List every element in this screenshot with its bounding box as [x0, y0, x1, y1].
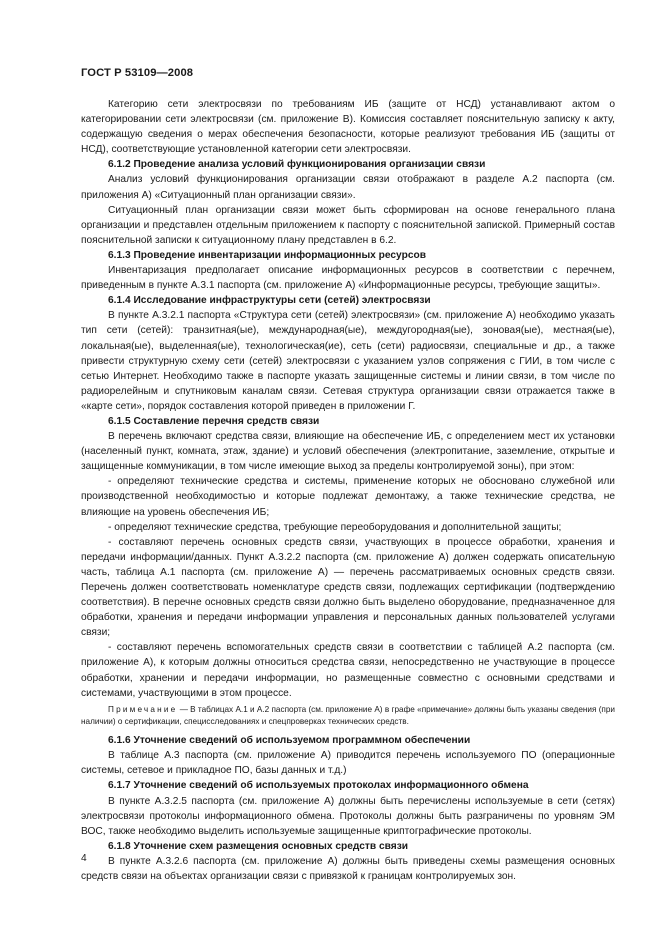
note: [81, 704, 615, 728]
paragraph: В пункте А.3.2.1 паспорта «Структура сети (сетей) электросвязи» (см. приложение А) необходимо указать тип сети (сетей): транзитная(ые), международная(ые), междугородная(ые), зоновая(ые), местная(ые), локальная(ые), выделенная(ые), технологическая(ие), сеть (сети) радиосвязи, специальные и др., а также привести структурную схему сети (сетей) электросвязи с указанием узлов сопряжения с ГИИ, в том числе с сетью Интернет. Необходимо также в паспорте указать защищенные системы и линии связи, в том числе по радиорелейным и спутниковым каналам связи. Сетевая структура организации связи отражается также в «карте сети», порядок составления которой приведен в приложении Г.: [81, 310, 615, 412]
list-item: - определяют технические средства, требующие переоборудования и дополнительной защиты;: [108, 521, 562, 533]
paragraph: В пункте А.3.2.5 паспорта (см. приложение А) должны быть перечислены используемые в сети (сетях) электросвязи протоколы информационного обмена. Протоколы должны быть разграничены по уровням ЭМ ВОС, также необходимо выделить используемые защищенные криптографические протоколы.: [81, 795, 615, 837]
section-heading: 6.1.5 Составление перечня средств связи: [108, 415, 320, 427]
paragraph: Категорию сети электросвязи по требованиям ИБ (защите от НСД) устанавливают актом о категорировании сети электросвязи (см. приложение В). Комиссия составляет пояснительную записку к акту, содержащую сведения о мерах обеспечения безопасности, которые реализуют требования ИБ (защиты от НСД), соответствующие установленной категории сети электросвязи.: [81, 99, 615, 156]
section-heading: 6.1.8 Уточнение схем размещения основных средств связи: [108, 840, 409, 852]
section-heading: 6.1.2 Проведение анализа условий функционирования организации связи: [108, 159, 486, 171]
note-text: — В таблицах А.1 и А.2 паспорта (см. приложение А) в графе «примечание» должны быть указаны сведения (при наличии) о сертификации, специсследованиях и спецпроверках технических средств.: [81, 704, 615, 726]
paragraph: Анализ условий функционирования организации связи отображают в разделе А.2 паспорта (см. приложения А) «Ситуационный план организации связи».: [81, 174, 615, 201]
section-heading: 6.1.4 Исследование инфраструктуры сети (сетей) электросвязи: [108, 295, 431, 307]
page-number: 4: [81, 853, 87, 864]
section-heading: 6.1.7 Уточнение сведений об используемых протоколах информационного обмена: [108, 780, 529, 792]
document-header: ГОСТ Р 53109—2008: [81, 67, 194, 79]
paragraph: В пункте А.3.2.6 паспорта (см. приложение А) должны быть приведены схемы размещения основных средств связи на объектах организации связи с привязкой к границам контролируемых зон.: [81, 855, 615, 882]
paragraph: В перечень включают средства связи, влияющие на обеспечение ИБ, с определением мест их установки (населенный пункт, комната, этаж, здание) и условий обеспечения (электропитание, заземление, открытые и защищенные коммуникации, в том числе имеющие выход за пределы контролируемой зоны), при этом:: [81, 431, 615, 473]
paragraph: Инвентаризация предполагает описание информационных ресурсов в соответствии с перечнем, приведенным в пункте А.3.1 паспорта (см. приложение А) «Информационные ресурсы, требующие защиты».: [81, 265, 615, 292]
document-body: [81, 97, 615, 884]
note-label: Примечание: [108, 704, 178, 714]
list-item: - составляют перечень вспомогательных средств связи в соответствии с таблицей А.2 паспорта (см. приложение А), к которым должны относиться средства связи, непосредственно не участвующие в процессе обработки, хранении и передачи информации, но размещенные совместно с основными средствами и системами, участвующими в этом процессе.: [81, 642, 615, 699]
list-item: - определяют технические средства и системы, применение которых не обосновано служебной или производственной необходимостью и которые подлежат демонтажу, а также технические средства, не влияющие на уровень обеспечения ИБ;: [81, 476, 615, 518]
paragraph: В таблице А.3 паспорта (см. приложение А) приводится перечень используемого ПО (операционные системы, сетевое и прикладное ПО, базы данных и т.д.): [81, 750, 615, 777]
section-heading: 6.1.6 Уточнение сведений об используемом программном обеспечении: [108, 735, 471, 747]
paragraph: Ситуационный план организации связи может быть сформирован на основе генерального плана организации и представлен отдельным приложением к паспорту с пояснительной запиской. Примерный состав пояснительной записки к ситуационному плану представлен в 6.2.: [81, 204, 615, 246]
list-item: - составляют перечень основных средств связи, участвующих в процессе обработки, хранения и передачи информации/данных. Пункт А.3.2.2 паспорта (см. приложение А) должен содержать описательную часть, таблица А.1 паспорта (см. приложение А) — перечень рассматриваемых основных средств связи. Перечень должен соответствовать номенклатуре средств связи, подлежащих сертификации (подтверждению соответствия). В перечне основных средств связи должно быть выделено оборудование, предназначенное для обработки, хранения и передачи информации управления и персональных данных пользователей услугами связи;: [81, 536, 615, 639]
section-heading: 6.1.3 Проведение инвентаризации информационных ресурсов: [108, 249, 426, 261]
